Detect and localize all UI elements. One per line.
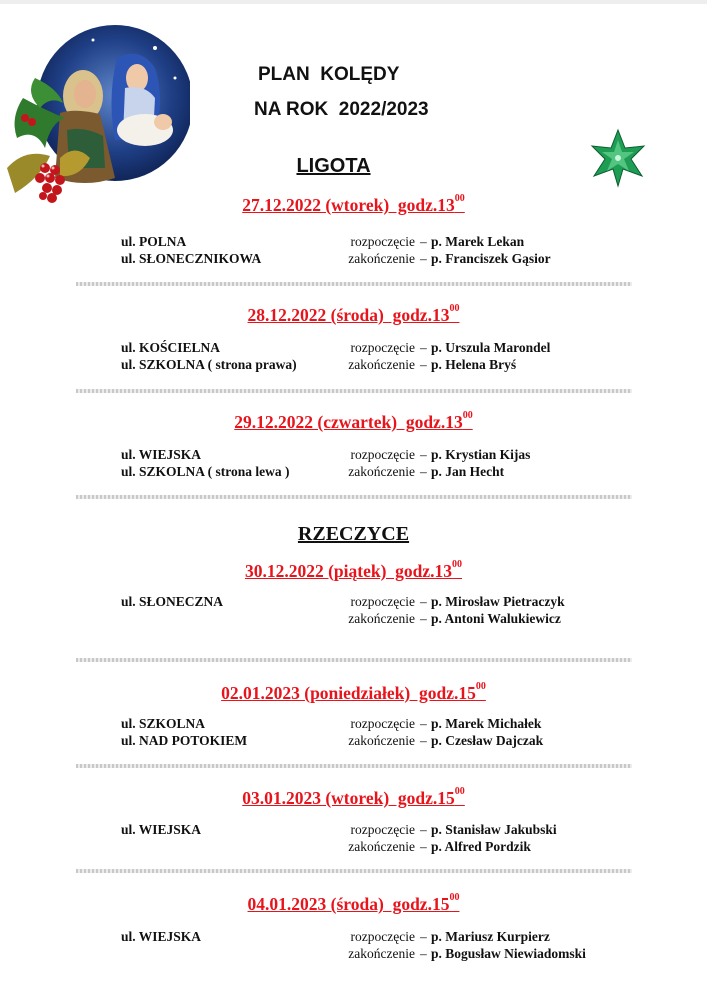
schedule-row	[0, 594, 707, 611]
schedule-row	[0, 839, 707, 856]
dash: –	[420, 611, 427, 626]
schedule-row	[0, 822, 707, 839]
schedule-row	[0, 447, 707, 464]
street-name: ul. SZKOLNA ( strona prawa)	[121, 357, 297, 372]
person-name: p. Jan Hecht	[431, 464, 505, 479]
person-name: p. Czesław Dajczak	[431, 733, 544, 748]
dash: –	[420, 251, 427, 266]
village-heading-rzeczyce: RZECZYCE	[297, 523, 410, 545]
role-label: zakończenie	[348, 733, 415, 748]
date-heading: 27.12.2022 (wtorek) $godz.13^{00}$	[242, 193, 465, 215]
role-label: zakończenie	[348, 611, 415, 626]
street-name: ul. POLNA	[121, 234, 187, 249]
dash: –	[420, 822, 427, 837]
divider	[76, 282, 632, 286]
dash: –	[420, 340, 427, 355]
dash: –	[420, 447, 427, 462]
role-label: zakończenie	[348, 464, 415, 479]
dash: –	[420, 464, 427, 479]
village-heading-ligota: LIGOTA	[296, 155, 371, 177]
schedule-row	[0, 716, 707, 733]
person-name: p. Helena Bryś	[431, 357, 517, 372]
schedule-row	[0, 357, 707, 374]
schedule-row	[0, 946, 707, 963]
person-name: p. Marek Lekan	[431, 234, 525, 249]
person-name: p. Antoni Walukiewicz	[431, 611, 561, 626]
street-name: ul. SŁONECZNIKOWA	[121, 251, 262, 266]
street-name: ul. WIEJSKA	[121, 822, 202, 837]
person-name: p. Alfred Pordzik	[431, 839, 531, 854]
person-name: p. Urszula Marondel	[431, 340, 551, 355]
schedule-row	[0, 733, 707, 750]
person-name: p. Mariusz Kurpierz	[431, 929, 550, 944]
person-name: p. Krystian Kijas	[431, 447, 531, 462]
date-heading: 02.01.2023 (poniedziałek) $godz.15^{00}$	[221, 681, 486, 703]
street-name: ul. KOŚCIELNA	[121, 340, 221, 355]
dash: –	[420, 733, 427, 748]
street-name: ul. SZKOLNA ( strona lewa )	[121, 464, 290, 479]
dash: –	[420, 946, 427, 961]
divider	[76, 389, 632, 393]
dash: –	[420, 929, 427, 944]
street-name: ul. NAD POTOKIEM	[121, 733, 248, 748]
street-name: ul. WIEJSKA	[121, 929, 202, 944]
role-label: rozpoczęcie	[350, 822, 415, 837]
date-heading: 29.12.2022 (czwartek) $godz.13^{00}$	[234, 410, 473, 432]
date-heading: 03.01.2023 (wtorek) $godz.15^{00}$	[242, 786, 465, 808]
dash: –	[420, 594, 427, 609]
role-label: rozpoczęcie	[350, 929, 415, 944]
dash: –	[420, 357, 427, 372]
role-label: rozpoczęcie	[350, 716, 415, 731]
street-name: ul. WIEJSKA	[121, 447, 202, 462]
person-name: p. Franciszek Gąsior	[431, 251, 551, 266]
schedule-row	[0, 611, 707, 628]
schedule-row	[0, 251, 707, 268]
divider	[76, 764, 632, 768]
schedule-row	[0, 464, 707, 481]
date-heading: 04.01.2023 (środa) $godz.15^{00}$	[247, 892, 460, 914]
divider	[76, 658, 632, 662]
street-name: ul. SZKOLNA	[121, 716, 206, 731]
person-name: p. Stanisław Jakubski	[431, 822, 557, 837]
role-label: zakończenie	[348, 946, 415, 961]
role-label: rozpoczęcie	[350, 447, 415, 462]
page-title-line2: NA ROK 2022/2023	[254, 99, 429, 120]
person-name: p. Bogusław Niewiadomski	[431, 946, 586, 961]
dash: –	[420, 716, 427, 731]
date-heading: 30.12.2022 (piątek) $godz.13^{00}$	[244, 559, 463, 581]
role-label: zakończenie	[348, 839, 415, 854]
page-title-line1: PLAN KOLĘDY	[258, 64, 400, 85]
schedule-row	[0, 929, 707, 946]
role-label: zakończenie	[348, 251, 415, 266]
schedule-row	[0, 340, 707, 357]
schedule-row	[0, 234, 707, 251]
divider	[76, 869, 632, 873]
divider	[76, 495, 632, 499]
street-name: ul. SŁONECZNA	[121, 594, 224, 609]
dash: –	[420, 234, 427, 249]
date-heading: 28.12.2022 (środa) $godz.13^{00}$	[247, 303, 460, 325]
role-label: rozpoczęcie	[350, 594, 415, 609]
role-label: rozpoczęcie	[350, 340, 415, 355]
top-border	[0, 0, 707, 4]
person-name: p. Marek Michałek	[431, 716, 542, 731]
nativity-scene-image	[5, 18, 190, 218]
role-label: rozpoczęcie	[350, 234, 415, 249]
person-name: p. Mirosław Pietraczyk	[431, 594, 565, 609]
dash: –	[420, 839, 427, 854]
role-label: zakończenie	[348, 357, 415, 372]
